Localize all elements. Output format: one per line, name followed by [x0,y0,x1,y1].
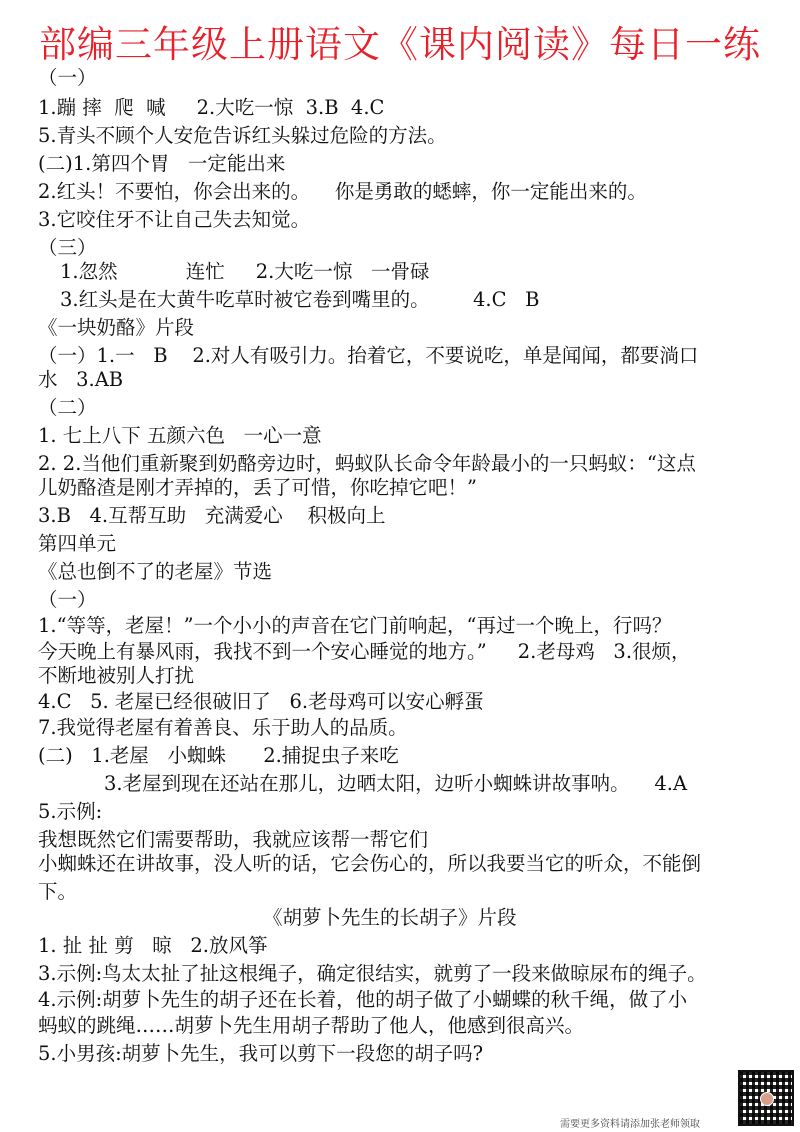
answer-line: （一） [38,588,97,611]
answer-line: 2. 2.当他们重新聚到奶酪旁边时，蚂蚁队长命令年龄最小的一只蚂蚁：“这点 [38,452,696,475]
answer-line: （三） [38,236,97,259]
answer-line: 3.它咬住牙不让自己失去知觉。 [38,208,311,231]
answer-line: （一）1.一 B 2.对人有吸引力。抬着它，不要说吃，单是闻闻，都要淌口 [38,344,699,367]
answer-line: 水 3.AB [38,368,124,391]
answer-line: 2.红头！不要怕，你会出来的。 你是勇敢的蟋蟀，你一定能出来的。 [38,180,647,203]
answer-line: 下。 [38,880,78,903]
answer-line: 3.红头是在大黄牛吃草时被它卷到嘴里的。 4.C B [60,288,540,311]
answer-line: （二） [38,396,97,419]
answer-line: 不断地被别人打扰 [38,664,195,687]
answer-line: 4.C 5. 老屋已经很破旧了 6.老母鸡可以安心孵蛋 [38,690,484,713]
answer-line: 3.老屋到现在还站在那儿，边晒太阳，边听小蜘蛛讲故事呐。 4.A [104,772,688,795]
answer-line: 1.“等等，老屋！”一个小小的声音在它门前响起，“再过一个晚上，行吗？ [38,614,672,637]
answer-line: 《一块奶酪》片段 [38,316,195,339]
answer-line: 蚂蚁的跳绳……胡萝卜先生用胡子帮助了他人，他感到很高兴。 [38,1014,585,1037]
answer-line: 1.蹦 摔 爬 喊 2.大吃一惊 3.B 4.C [38,96,385,119]
answer-line: 我想既然它们需要帮助，我就应该帮一帮它们 [38,828,429,851]
answer-line: (二) 1.老屋 小蜘蛛 2.捕捉虫子来吃 [38,744,399,767]
answer-line: （一） [38,66,97,89]
answer-line: 3.B 4.互帮互助 充满爱心 积极向上 [38,504,386,527]
footer-note: 需要更多资料请添加张老师领取 [560,1119,700,1130]
answer-line: 1. 七上八下 五颜六色 一心一意 [38,424,322,447]
answer-line: 今天晚上有暴风雨，我找不到一个安心睡觉的地方。” 2.老母鸡 3.很烦， [38,640,691,663]
answer-line: 1. 扯 扯 剪 晾 2.放风筝 [38,934,268,957]
answer-line: 3.示例:鸟太太扯了扯这根绳子，确定很结实，就剪了一段来做晾尿布的绳子。 [38,962,707,985]
answer-line: 7.我觉得老屋有着善良、乐于助人的品质。 [38,716,408,739]
page-title: 部编三年级上册语文《课内阅读》每日一练 [39,23,761,66]
avatar-icon [760,1092,774,1106]
answer-line: 《胡萝卜先生的长胡子》片段 [263,906,517,929]
answer-line: 1.忽然 连忙 2.大吃一惊 一骨碌 [60,260,430,283]
answer-line: 4.示例:胡萝卜先生的胡子还在长着，他的胡子做了小蝴蝶的秋千绳，做了小 [38,988,688,1011]
answer-line: 5.示例: [38,800,103,823]
answer-line: 小蜘蛛还在讲故事，没人听的话，它会伤心的，所以我要当它的听众，不能倒 [38,852,702,875]
answer-line: 《总也倒不了的老屋》节选 [38,560,273,583]
answer-line: 5.青头不顾个人安危告诉红头躲过危险的方法。 [38,124,447,147]
answer-line: 儿奶酪渣是刚才弄掉的，丢了可惜，你吃掉它吧！” [38,476,477,499]
answer-line: 第四单元 [38,532,117,555]
answer-line: 5.小男孩:胡萝卜先生，我可以剪下一段您的胡子吗? [38,1042,484,1065]
answer-line: (二)1.第四个胃 一定能出来 [38,152,286,175]
qr-code [738,1070,794,1126]
